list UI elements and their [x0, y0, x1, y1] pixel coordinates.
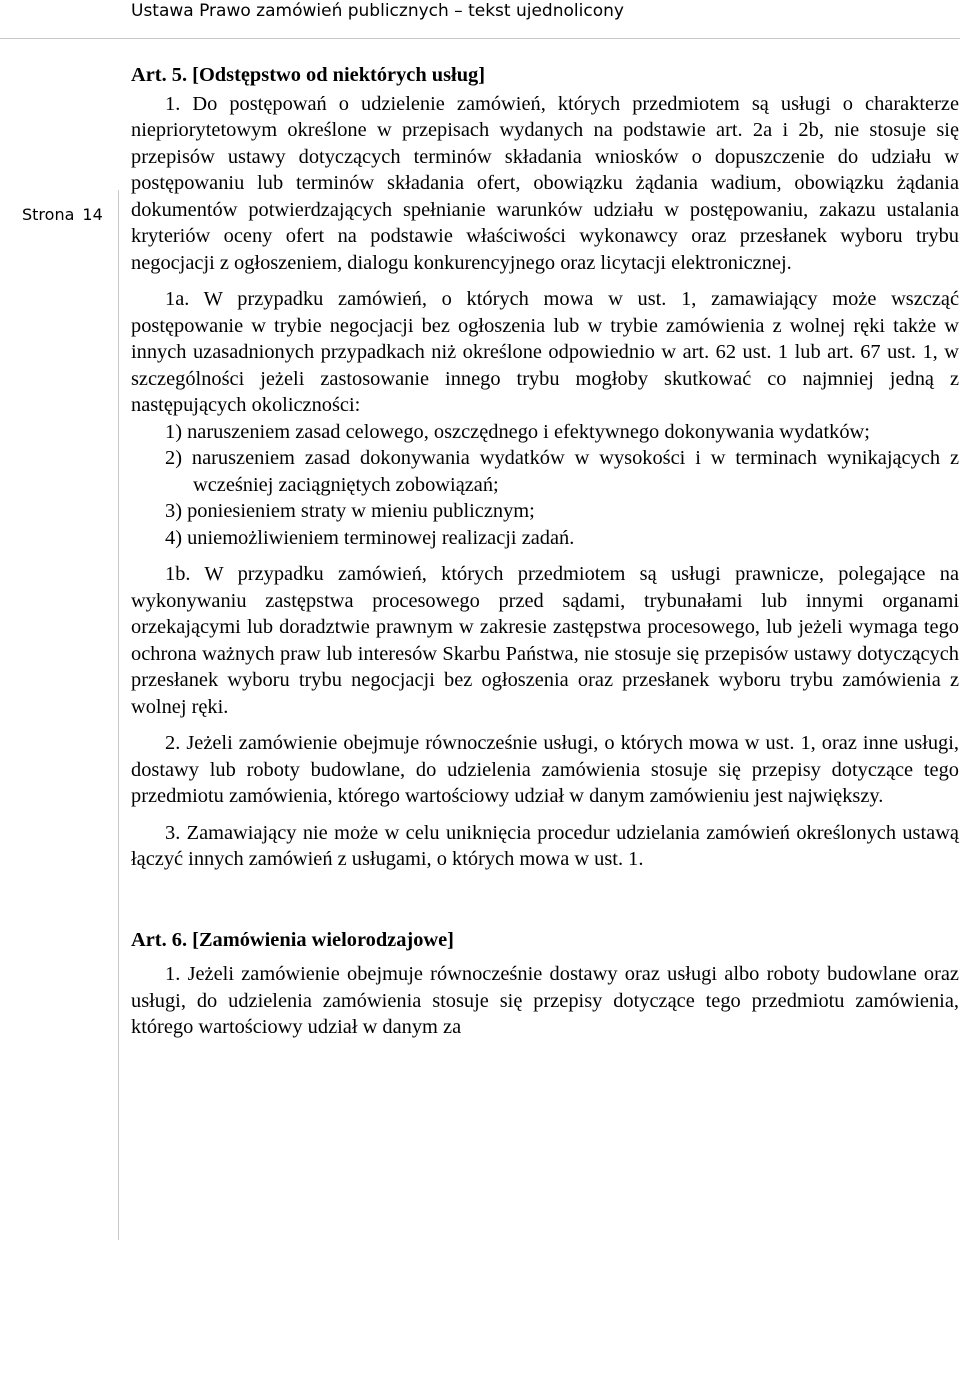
page-number-value: 14 [82, 205, 103, 224]
art5-para-1a: 1a. W przypadku zamówień, o których mowa w ust. 1, zamawiający może wszcząć postępowanie w trybie negocjacji bez ogłoszenia lub w trybie zamówienia z wolnej ręki także w innych uzasadnionych przypadkach niż określone odpowiednio w art. 62 ust. 1 lub art. 67 ust. 1, w szczególności jeżeli zastosowanie innego trybu mogłoby skutkować co najmniej jedną z następujących okoliczności: [131, 288, 959, 416]
article-6-title: Art. 6. [Zamówienia wielorodzajowe] [131, 928, 454, 951]
art5-item-3: 3) poniesieniem straty w mieniu publicznym; [165, 500, 535, 522]
document-header: Ustawa Prawo zamówień publicznych – tekst ujednolicony [131, 1, 624, 21]
art5-item-2: 2) naruszeniem zasad dokonywania wydatków w wysokości i w terminach wynikających z wcześniej zaciągniętych zobowiązań; [165, 447, 959, 496]
art6-para-1: 1. Jeżeli zamówienie obejmuje równocześnie dostawy oraz usługi albo roboty budowlane oraz usługi, do udzielenia zamówienia stosuje się przepisy dotyczące tego przedmiotu zamówienia, którego wartościowy udział w danym za [131, 963, 959, 1038]
document-body [131, 62, 959, 1041]
page-word: Strona [22, 205, 75, 224]
article-5-title: Art. 5. [Odstępstwo od niektórych usług] [131, 64, 486, 86]
art5-para-3: 3. Zamawiający nie może w celu uniknięcia procedur udzielania zamówień określonych ustawą łączyć innych zamówień z usługami, o których mowa w ust. 1. [131, 821, 959, 870]
margin-divider [118, 190, 119, 1240]
art5-para-1: 1. Do postępowań o udzielenie zamówień, których przedmiotem są usługi o charakterze niepriorytetowym określone w przepisach wydanych na podstawie art. 2a i 2b, nie stosuje się przepisów ustawy dotyczących terminów składania wniosków o dopuszczenie do udziału w postępowaniu lub terminów składania ofert, obowiązku żądania wadium, obowiązku żądania dokumentów potwierdzających spełnianie warunków udziału w postępowaniu, zakazu ustalania kryteriów oceny ofert na podstawie właściwości wykonawcy oraz przesłanek wyboru trybu negocjacji z ogłoszeniem, dialogu konkurencyjnego oraz licytacji elektronicznej. [131, 92, 959, 274]
art5-item-1: 1) naruszeniem zasad celowego, oszczędnego i efektywnego dokonywania wydatków; [165, 420, 870, 443]
page-number [22, 205, 103, 225]
art5-para-1b: 1b. W przypadku zamówień, których przedmiotem są usługi prawnicze, polegające na wykonywaniu zastępstwa procesowego przed sądami, trybunałami lub innymi organami orzekającymi lub doradztwie prawnym w zakresie zastępstwa procesowego, lub jeżeli wymaga tego ochrona ważnych praw lub interesów Skarbu Państwa, nie stosuje się przepisów ustawy dotyczących przesłanek wyboru trybu negocjacji bez ogłoszenia oraz przesłanek wyboru trybu zamówienia z wolnej ręki. [131, 563, 959, 718]
art5-para-2: 2. Jeżeli zamówienie obejmuje równocześnie usługi, o których mowa w ust. 1, oraz inne usługi, dostawy lub roboty budowlane, do udzielenia zamówienia stosuje się przepisy dotyczące tego przedmiotu zamówienia, którego wartościowy udział w danym zamówieniu jest największy. [131, 732, 959, 807]
art5-item-4: 4) uniemożliwieniem terminowej realizacji zadań. [165, 526, 575, 549]
header-divider [0, 38, 960, 39]
